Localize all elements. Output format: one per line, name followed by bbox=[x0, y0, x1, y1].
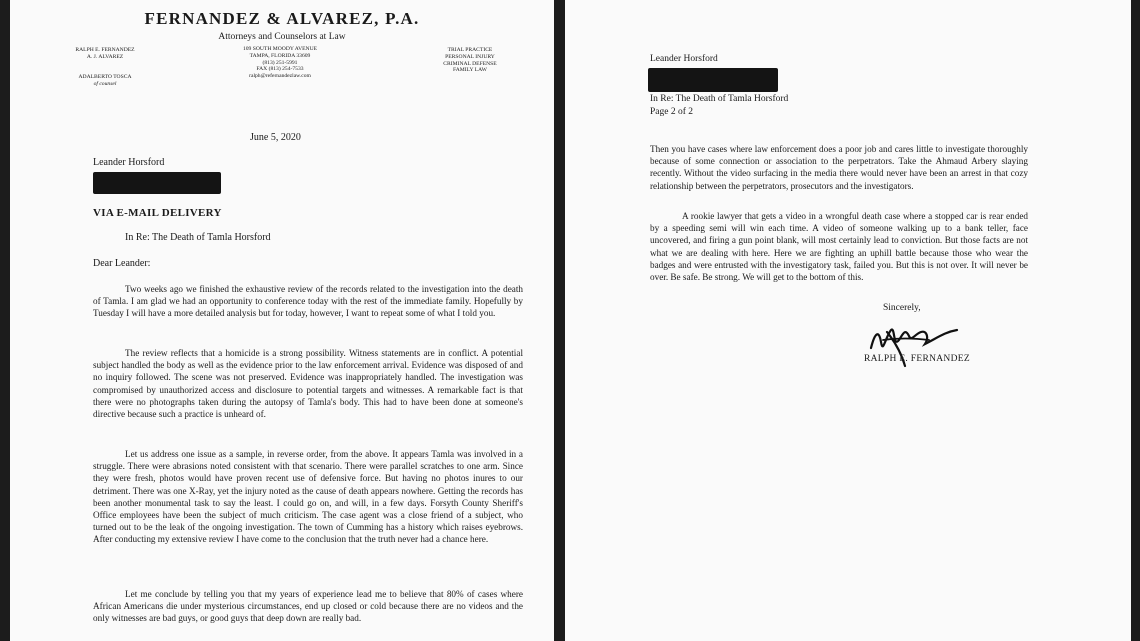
of-counsel bbox=[50, 74, 160, 88]
firm-subtitle: Attorneys and Counselors at Law bbox=[218, 32, 346, 42]
practice-area: FAMILY LAW bbox=[453, 67, 487, 74]
recipient-name: Leander Horsford bbox=[93, 157, 165, 168]
page-number: Page 2 of 2 bbox=[650, 107, 694, 117]
body-paragraph: Two weeks ago we finished the exhaustive review of the records related to the investigation into the death of Tamla. I am glad we had an opportunity to conference today with the rest of the immediate family. Hopefully by Tuesday I will have a more detailed analysis but for today, however, I want to repeat some of what I told you. bbox=[93, 284, 523, 319]
recipient-name: Leander Horsford bbox=[650, 54, 718, 64]
firm-email: ralph@refernandezlaw.com bbox=[249, 73, 311, 80]
letter-page-1 bbox=[10, 0, 554, 641]
body-paragraph: A rookie lawyer that gets a video in a wrongful death case where a stopped car is rear ended by a speeding semi will win each time. A video of someone walking up to a bank teller, face uncovered, and firing a gun point blank, will most certainly lead to conviction. But those facts are not what we are dealing with here. Here we are fighting an uphill battle because those who wear the badges and were entrusted with the investigatory task, failed you. But this is not over. It will never be over. Be safe. Be strong. We will get to the bottom of this. bbox=[650, 211, 1028, 283]
practice-area: PERSONAL INJURY bbox=[445, 53, 495, 60]
letter-date: June 5, 2020 bbox=[250, 132, 301, 143]
practice-area: CRIMINAL DEFENSE bbox=[443, 60, 497, 67]
redaction-block bbox=[93, 172, 221, 194]
body-paragraph: The review reflects that a homicide is a strong possibility. Witness statements are in conflict. A potential subject handled the body as well as the evidence prior to the law enforcement arrival. Evidence was disposed of and no inquiry followed. The scene was not preserved. Evidence was inappropriately handled. The investigation was compromised by unauthorized access and disclosure to potential targets and witnesses. A remarkable fact is that there were no photographs taken during the autopsy of Tamla's body. This had to have been done at someone's directive because such a practice is unheard of. bbox=[93, 348, 523, 420]
address-line: 109 SOUTH MOODY AVENUE bbox=[242, 46, 318, 52]
partner-names bbox=[50, 47, 160, 61]
letter-page-2 bbox=[565, 0, 1131, 641]
of-counsel-label: of counsel bbox=[93, 80, 117, 87]
address-line: FAX (813) 254-7533 bbox=[256, 66, 304, 73]
re-line: In Re: The Death of Tamla Horsford bbox=[125, 232, 271, 243]
partner-name: RALPH E. FERNANDEZ bbox=[75, 47, 135, 53]
re-line: In Re: The Death of Tamla Horsford bbox=[650, 94, 789, 104]
practice-areas bbox=[410, 47, 530, 74]
signer-name: RALPH E. FERNANDEZ bbox=[864, 354, 970, 364]
partner-name: A. J. ALVAREZ bbox=[86, 53, 124, 60]
salutation: Dear Leander: bbox=[93, 258, 151, 269]
firm-address bbox=[190, 46, 370, 80]
of-counsel-name: ADALBERTO TOSCA bbox=[78, 74, 132, 80]
firm-name: FERNANDEZ & ALVAREZ, P.A. bbox=[144, 9, 420, 28]
redaction-block bbox=[648, 68, 778, 92]
body-paragraph: Let me conclude by telling you that my years of experience lead me to believe that 80% of cases where African Americans die under mysterious circumstances, end up closed or cold because there are no videos and the only witnesses are bad guys, or good guys that deep down are really bad. bbox=[93, 589, 523, 624]
body-paragraph: Let us address one issue as a sample, in reverse order, from the above. It appears Tamla was involved in a struggle. There were abrasions noted consistent with that scenario. There were parallel scratches to one arm. Since they were fresh, photos would have proven recent use of defensive force. But having no photos inures to our detriment. There was one X-Ray, yet the injury noted as the cause of death appears nowhere. Getting the records has been another monumental task to say the least. I could go on, and will, in a few days. Forsyth County Sheriff's Office employees have been the subject of much criticism. The case agent was a close friend of a subject, who turned out to be the leak of the ongoing investigation. The town of Cumming has a history which raises eyebrows. After conducting my extensive review I have come to the conclusion that the truth never had a chance here. bbox=[93, 449, 523, 545]
closing: Sincerely, bbox=[883, 303, 921, 313]
delivery-method: VIA E-MAIL DELIVERY bbox=[93, 207, 222, 219]
address-line: TAMPA, FLORIDA 33609 bbox=[249, 52, 311, 59]
practice-area: TRIAL PRACTICE bbox=[447, 47, 493, 53]
body-paragraph: Then you have cases where law enforcement does a poor job and cares little to investigate thoroughly because of some connection or association to the perpetrators. Take the Ahmaud Arbery slaying recently. Without the video surfacing in the media there would never have been an arrest in that cozy relationship between the perpetrators, prosecutors and the investigators. bbox=[650, 144, 1028, 191]
address-line: (813) 251-5991 bbox=[262, 59, 298, 66]
